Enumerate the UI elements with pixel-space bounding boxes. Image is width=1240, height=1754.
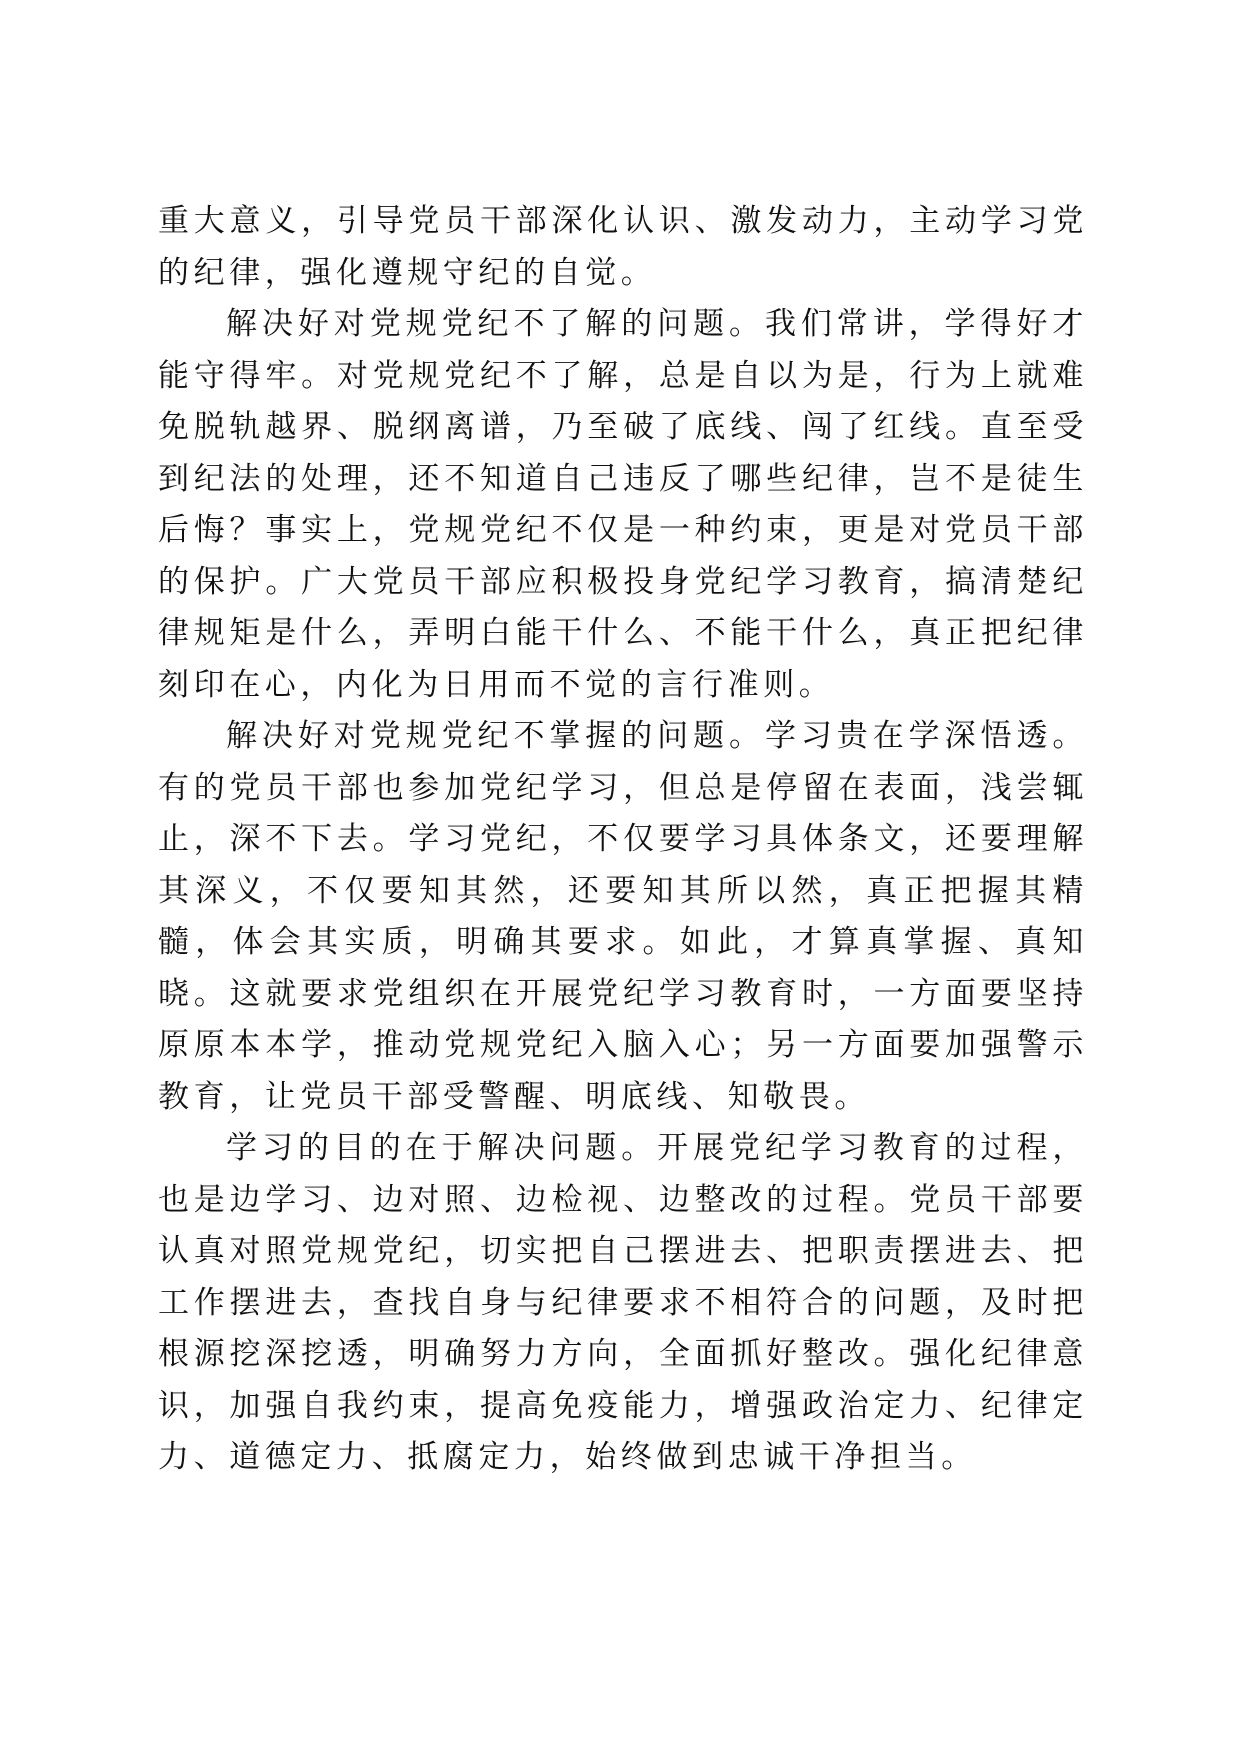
paragraph-mastering-rules: 解决好对党规党纪不掌握的问题。学习贵在学深悟透。有的党员干部也参加党纪学习，但总是停留在表面，浅尝辄止，深不下去。学习党纪，不仅要学习具体条文，还要理解其深义，不仅要知其然，还要知其所以然，真正把握其精髓，体会其实质，明确其要求。如此，才算真掌握、真知晓。这就要求党组织在开展党纪学习教育时，一方面要坚持原原本本学，推动党规党纪入脑入心；另一方面要加强警示教育，让党员干部受警醒、明底线、知敬畏。 (158, 718, 1088, 1115)
document-body (158, 196, 1088, 1484)
paragraph-understanding-rules: 解决好对党规党纪不了解的问题。我们常讲，学得好才能守得牢。对党规党纪不了解，总是自以为是，行为上就难免脱轨越界、脱纲离谱，乃至破了底线、闯了红线。直至受到纪法的处理，还不知道自己违反了哪些纪律，岂不是徒生后悔？事实上，党规党纪不仅是一种约束，更是对党员干部的保护。广大党员干部应积极投身党纪学习教育，搞清楚纪律规矩是什么，弄明白能干什么、不能干什么，真正把纪律刻印在心，内化为日用而不觉的言行准则。 (158, 306, 1088, 703)
paragraph-solving-problems: 学习的目的在于解决问题。开展党纪学习教育的过程，也是边学习、边对照、边检视、边整改的过程。党员干部要认真对照党规党纪，切实把自己摆进去、把职责摆进去、把工作摆进去，查找自身与纪律要求不相符合的问题，及时把根源挖深挖透，明确努力方向，全面抓好整改。强化纪律意识，加强自我约束，提高免疫能力，增强政治定力、纪律定力、道德定力、抵腐定力，始终做到忠诚干净担当。 (158, 1130, 1088, 1475)
paragraph-continuation: 重大意义，引导党员干部深化认识、激发动力，主动学习党的纪律，强化遵规守纪的自觉。 (158, 203, 1088, 291)
